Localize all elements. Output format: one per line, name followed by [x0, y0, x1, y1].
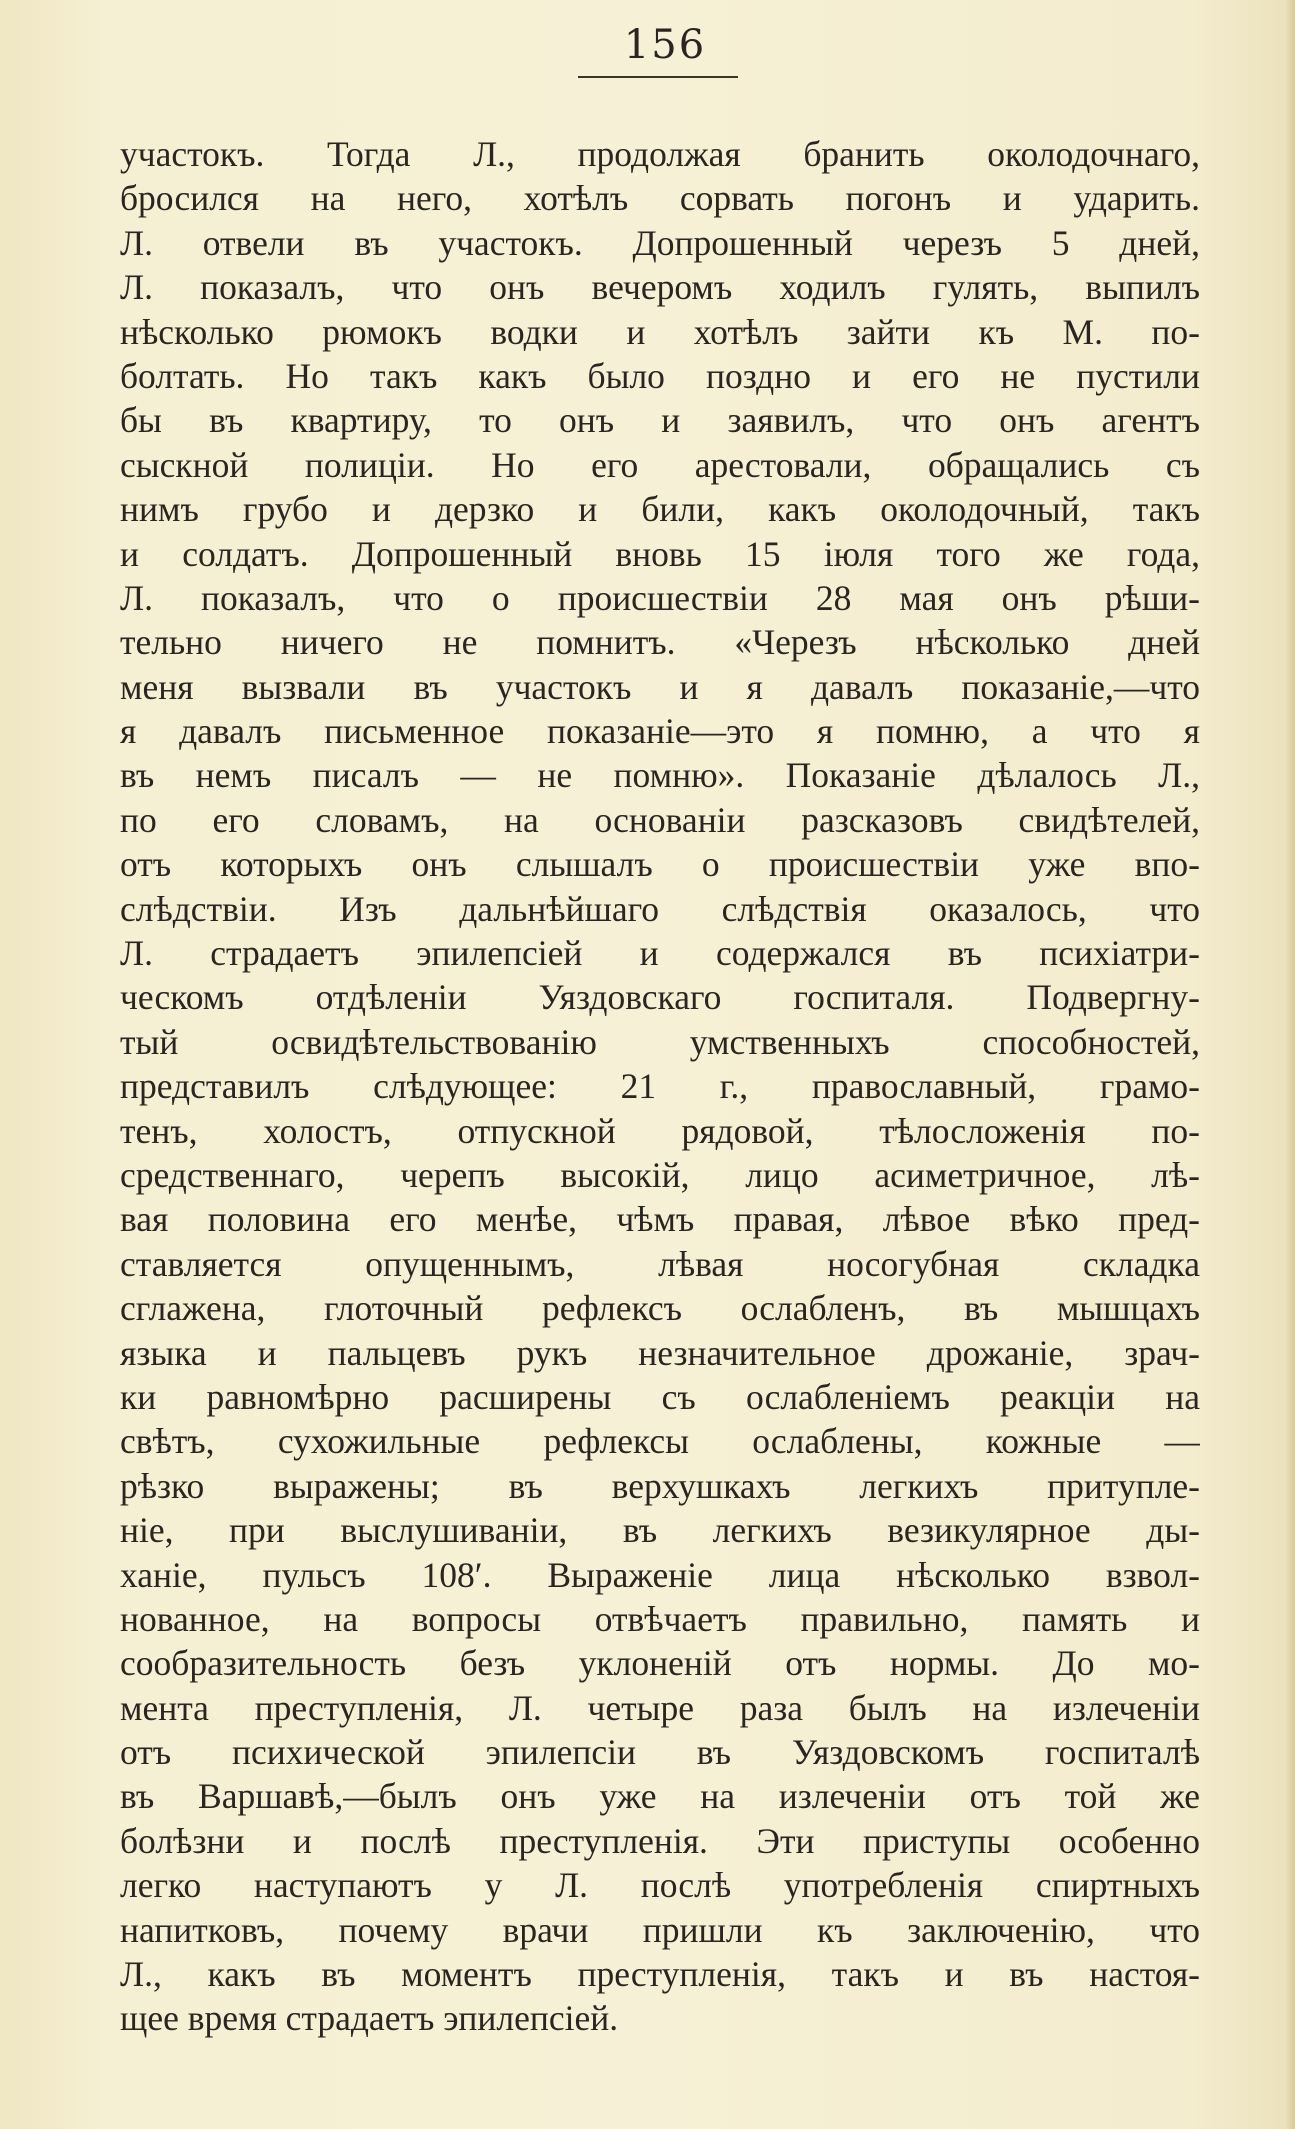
text-line: ки равномѣрно расширены съ ослабленіемъ реакціи на — [120, 1376, 1200, 1417]
text-line: тый освидѣтельствованію умственныхъ способностей, — [120, 1021, 1200, 1062]
text-line: сглажена, глоточный рефлексъ ослабленъ, въ мышцахъ — [120, 1288, 1200, 1329]
text-line: нимъ грубо и дерзко и били, какъ околодочный, такъ — [120, 489, 1200, 530]
text-line: Л. страдаетъ эпилепсіей и содержался въ психіатри- — [120, 933, 1200, 974]
text-line: меня вызвали въ участокъ и я давалъ показаніе,—что — [120, 666, 1200, 707]
text-line: тенъ, холостъ, отпускной рядовой, тѣлосложенія по- — [120, 1110, 1200, 1151]
text-line: тельно ничего не помнитъ. «Черезъ нѣсколько дней — [120, 622, 1200, 663]
text-line: нованное, на вопросы отвѣчаетъ правильно, память и — [120, 1598, 1200, 1639]
text-line: въ немъ писалъ — не помню». Показаніе дѣлалось Л., — [120, 755, 1200, 796]
text-line: мента преступленія, Л. четыре раза былъ на излеченіи — [120, 1687, 1200, 1728]
text-line: я давалъ письменное показаніе—это я помню, а что я — [120, 711, 1200, 752]
text-line: напитковъ, почему врачи пришли къ заключенію, что — [120, 1909, 1200, 1950]
text-line: въ Варшавѣ,—былъ онъ уже на излеченіи отъ той же — [120, 1776, 1200, 1817]
text-line: нѣсколько рюмокъ водки и хотѣлъ зайти къ М. по- — [120, 311, 1200, 352]
text-line: отъ психической эпилепсіи въ Уяздовскомъ госпиталѣ — [120, 1732, 1200, 1773]
text-line: сообразительность безъ уклоненій отъ нормы. До мо- — [120, 1643, 1200, 1684]
text-line: Л. показалъ, что о происшествіи 28 мая онъ рѣши- — [120, 577, 1200, 618]
text-line: языка и пальцевъ рукъ незначительное дрожаніе, зрач- — [120, 1332, 1200, 1373]
page-edge-shadow — [1285, 0, 1295, 2129]
text-line: Л. отвели въ участокъ. Допрошенный черезъ 5 дней, — [120, 222, 1200, 263]
page-number: 156 — [623, 22, 707, 68]
text-line: отъ которыхъ онъ слышалъ о происшествіи уже впо- — [120, 844, 1200, 885]
text-line-last: щее время страдаетъ эпилепсіей. — [120, 1998, 619, 2039]
text-line: Л. показалъ, что онъ вечеромъ ходилъ гулять, выпилъ — [120, 267, 1200, 308]
text-line: участокъ. Тогда Л., продолжая бранить околодочнаго, — [120, 134, 1200, 174]
text-line: рѣзко выражены; въ верхушкахъ легкихъ притупле- — [120, 1465, 1200, 1506]
text-line: бы въ квартиру, то онъ и заявилъ, что онъ агентъ — [120, 400, 1200, 441]
text-line: представилъ слѣдующее: 21 г., православный, грамо- — [120, 1066, 1200, 1107]
text-line: средственнаго, черепъ высокій, лицо асиметричное, лѣ- — [120, 1154, 1200, 1195]
body-text — [120, 132, 1200, 2041]
text-line: ставляется опущеннымъ, лѣвая носогубная складка — [120, 1243, 1200, 1284]
header-rule — [578, 76, 738, 78]
text-line: свѣтъ, сухожильные рефлексы ослаблены, кожные — — [120, 1421, 1200, 1462]
text-line: слѣдствіи. Изъ дальнѣйшаго слѣдствія оказалось, что — [120, 888, 1200, 929]
text-line: вая половина его менѣе, чѣмъ правая, лѣвое вѣко пред- — [120, 1199, 1200, 1240]
text-line: легко наступаютъ у Л. послѣ употребленія спиртныхъ — [120, 1865, 1200, 1906]
text-line: Л., какъ въ моментъ преступленія, такъ и въ настоя- — [120, 1954, 1200, 1995]
text-line: ческомъ отдѣленіи Уяздовскаго госпиталя. Подвергну- — [120, 977, 1200, 1018]
text-line: по его словамъ, на основаніи разсказовъ свидѣтелей, — [120, 799, 1200, 840]
text-line: и солдатъ. Допрошенный вновь 15 іюля того же года, — [120, 533, 1200, 574]
text-line: болтать. Но такъ какъ было поздно и его не пустили — [120, 355, 1200, 396]
text-line: ніе, при выслушиваніи, въ легкихъ везикулярное ды- — [120, 1510, 1200, 1551]
text-line: ханіе, пульсъ 108′. Выраженіе лица нѣсколько взвол- — [120, 1554, 1200, 1595]
text-line: болѣзни и послѣ преступленія. Эти приступы особенно — [120, 1820, 1200, 1861]
text-line: бросился на него, хотѣлъ сорвать погонъ и ударить. — [120, 178, 1200, 219]
text-line: сыскной полиціи. Но его арестовали, обращались съ — [120, 444, 1200, 485]
